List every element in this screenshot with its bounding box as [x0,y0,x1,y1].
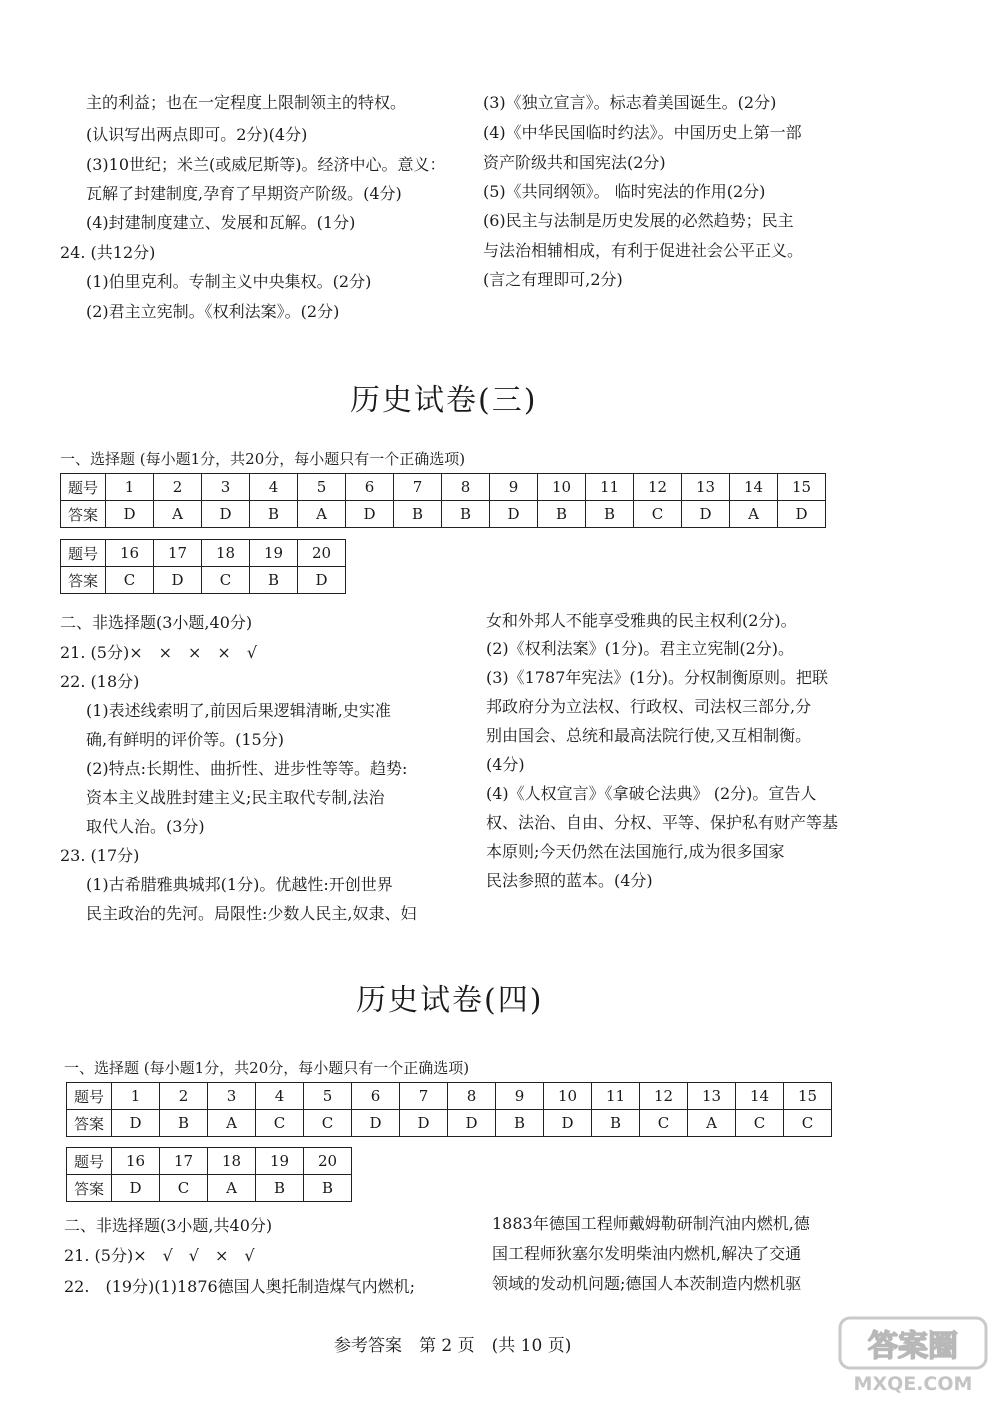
text-line: 二、非选择题(3小题,共40分) [64,1216,273,1235]
question-number-cell: 15 [778,474,826,501]
answer-cell: C [304,1110,352,1137]
answer-cell: C [640,1110,688,1137]
exam3-answer-table-1 [60,473,826,528]
answer-cell: D [778,501,826,528]
question-number-cell: 11 [592,1083,640,1110]
text-line: 24. (共12分) [60,243,156,262]
question-number-cell: 13 [682,474,730,501]
answer-cell: B [256,1175,304,1202]
text-line: (2)君主立宪制。《权利法案》。(2分) [86,302,340,321]
text-line: (5)《共同纲领》。 临时宪法的作用(2分) [483,182,766,201]
text-line: 资本主义战胜封建主义;民主取代专制,法治 [86,788,385,807]
answer-cell: B [394,501,442,528]
question-number-cell: 16 [112,1148,160,1175]
question-number-cell: 18 [202,540,250,567]
answer-cell: D [106,501,154,528]
text-line: 民法参照的蓝本。(4分) [486,871,653,890]
question-number-cell: 3 [202,474,250,501]
question-number-cell: 17 [154,540,202,567]
answer-cell: C [106,567,154,594]
answer-cell: D [202,501,250,528]
question-number-cell: 17 [160,1148,208,1175]
question-number-cell: 4 [256,1083,304,1110]
question-number-cell: 10 [538,474,586,501]
text-line: 民主政治的先河。局限性:少数人民主,奴隶、妇 [86,904,417,923]
question-number-row [61,540,346,567]
answer-cell: D [112,1110,160,1137]
text-line: (1)古希腊雅典城邦(1分)。优越性:开创世界 [86,875,393,894]
text-line: 22. (19分)(1)1876德国人奥托制造煤气内燃机; [64,1277,416,1296]
question-number-cell: 6 [352,1083,400,1110]
exam3-answer-table-2 [60,539,346,594]
answer-cell: C [634,501,682,528]
question-number-cell: 14 [730,474,778,501]
answer-cell: D [682,501,730,528]
text-line: 二、非选择题(3小题,40分) [60,613,253,632]
question-number-cell: 7 [394,474,442,501]
text-line: 取代人治。(3分) [86,817,205,836]
question-number-cell: 20 [298,540,346,567]
question-number-cell: 12 [640,1083,688,1110]
answer-row [61,567,346,594]
answer-cell: B [496,1110,544,1137]
text-line: (2)《权利法案》(1分)。君主立宪制(2分)。 [486,639,794,658]
row-header: 答案 [61,501,106,528]
answer-cell: C [736,1110,784,1137]
text-line: (6)民主与法制是历史发展的必然趋势；民主 [483,211,794,230]
question-number-cell: 19 [250,540,298,567]
row-header: 题号 [67,1083,112,1110]
answer-cell: C [256,1110,304,1137]
page-footer: 参考答案 第 2 页 (共 10 页) [334,1336,572,1356]
question-number-cell: 14 [736,1083,784,1110]
answer-cell: D [346,501,394,528]
text-line: (3)《独立宣言》。标志着美国诞生。(2分) [483,93,777,112]
row-header: 题号 [61,540,106,567]
answer-row [67,1175,352,1202]
question-number-cell: 3 [208,1083,256,1110]
answer-row [67,1110,832,1137]
question-number-row [67,1083,832,1110]
answer-cell: A [730,501,778,528]
question-number-cell: 19 [256,1148,304,1175]
question-number-cell: 8 [442,474,490,501]
answer-cell: B [538,501,586,528]
answer-cell: D [490,501,538,528]
row-header: 答案 [61,567,106,594]
text-line: (认识写出两点即可。2分)(4分) [86,125,308,144]
question-number-cell: 7 [400,1083,448,1110]
question-number-cell: 5 [298,474,346,501]
row-header: 题号 [61,474,106,501]
question-number-cell: 6 [346,474,394,501]
exam4-mc-heading: 一、选择题 (每小题1分，共20分，每小题只有一个正确选项) [64,1059,470,1077]
question-number-cell: 2 [154,474,202,501]
answer-cell: C [160,1175,208,1202]
question-number-cell: 9 [496,1083,544,1110]
text-line: 与法治相辅相成，有利于促进社会公平正义。 [483,241,804,260]
answer-cell: C [202,567,250,594]
answer-cell: B [250,567,298,594]
answer-cell: A [208,1175,256,1202]
text-line: 确,有鲜明的评价等。(15分) [86,730,284,749]
exam4-title: 历史试卷(四) [356,983,544,1018]
watermark [838,1312,988,1398]
answer-cell: A [154,501,202,528]
text-line: (4)封建制度建立、发展和瓦解。(1分) [86,213,356,232]
text-line: 21. (5分)× × × × √ [60,643,258,662]
text-line: 23. (17分) [60,846,140,865]
text-line: 1883年德国工程师戴姆勒研制汽油内燃机,德 [492,1214,810,1233]
question-number-cell: 9 [490,474,538,501]
text-line: 领域的发动机问题;德国人本茨制造内燃机驱 [492,1274,802,1293]
text-line: (3)10世纪；米兰(或威尼斯等)。经济中心。意义： [86,155,446,174]
question-number-cell: 8 [448,1083,496,1110]
row-header: 题号 [67,1148,112,1175]
question-number-cell: 10 [544,1083,592,1110]
text-line: 权、法治、自由、分权、平等、保护私有财产等基 [486,813,839,832]
question-number-cell: 5 [304,1083,352,1110]
text-line: 别由国会、总统和最高法院行使,又互相制衡。 [486,726,812,745]
text-line: 主的利益；也在一定程度上限制领主的特权。 [86,93,407,112]
answer-cell: B [160,1110,208,1137]
answer-cell: A [688,1110,736,1137]
question-number-cell: 18 [208,1148,256,1175]
exam3-title: 历史试卷(三) [350,383,538,418]
question-number-cell: 16 [106,540,154,567]
text-line: (1)表述线索明了,前因后果逻辑清晰,史实准 [86,701,391,720]
text-line: (言之有理即可,2分) [483,270,623,289]
answer-cell: D [544,1110,592,1137]
row-header: 答案 [67,1110,112,1137]
answer-cell: B [442,501,490,528]
answer-cell: D [448,1110,496,1137]
text-line: (4)《人权宣言》《拿破仑法典》 (2分)。宣告人 [486,784,817,803]
answer-cell: B [586,501,634,528]
question-number-cell: 12 [634,474,682,501]
answer-cell: D [298,567,346,594]
watermark-url: MXQE.COM [853,1373,973,1395]
answer-cell: C [784,1110,832,1137]
question-number-cell: 15 [784,1083,832,1110]
answer-cell: D [112,1175,160,1202]
text-line: 瓦解了封建制度,孕育了早期资产阶级。(4分) [86,184,402,203]
watermark-logo-icon [838,1312,988,1398]
text-line: (2)特点:长期性、曲折性、进步性等等。趋势: [86,759,408,778]
text-line: (4)《中华民国临时约法》。中国历史上第一部 [483,123,802,142]
text-line: (3)《1787年宪法》(1分)。分权制衡原则。把联 [486,668,829,687]
question-number-row [67,1148,352,1175]
text-line: (1)伯里克利。专制主义中央集权。(2分) [86,272,372,291]
answer-cell: A [298,501,346,528]
text-line: (4分) [486,755,525,774]
question-number-cell: 1 [106,474,154,501]
answer-row [61,501,826,528]
text-line: 邦政府分为立法权、行政权、司法权三部分,分 [486,697,812,716]
question-number-cell: 11 [586,474,634,501]
exam4-answer-table-1 [66,1082,832,1137]
answer-cell: B [250,501,298,528]
text-line: 21. (5分)× √ √ × √ [64,1246,255,1265]
question-number-cell: 20 [304,1148,352,1175]
exam3-mc-heading: 一、选择题 (每小题1分，共20分，每小题只有一个正确选项) [60,450,466,468]
answer-cell: A [208,1110,256,1137]
answer-cell: D [400,1110,448,1137]
text-line: 22. (18分) [60,672,140,691]
question-number-cell: 13 [688,1083,736,1110]
question-number-cell: 2 [160,1083,208,1110]
text-line: 资产阶级共和国宪法(2分) [483,153,666,172]
question-number-cell: 1 [112,1083,160,1110]
answer-cell: B [592,1110,640,1137]
watermark-logo-text: 答案圈 [868,1329,958,1364]
question-number-row [61,474,826,501]
answer-cell: B [304,1175,352,1202]
question-number-cell: 4 [250,474,298,501]
text-line: 本原则;今天仍然在法国施行,成为很多国家 [486,842,785,861]
text-line: 女和外邦人不能享受雅典的民主权利(2分)。 [486,611,797,630]
answer-cell: D [352,1110,400,1137]
answer-cell: D [154,567,202,594]
exam4-answer-table-2 [66,1147,352,1202]
text-line: 国工程师狄塞尔发明柴油内燃机,解决了交通 [492,1244,802,1263]
row-header: 答案 [67,1175,112,1202]
